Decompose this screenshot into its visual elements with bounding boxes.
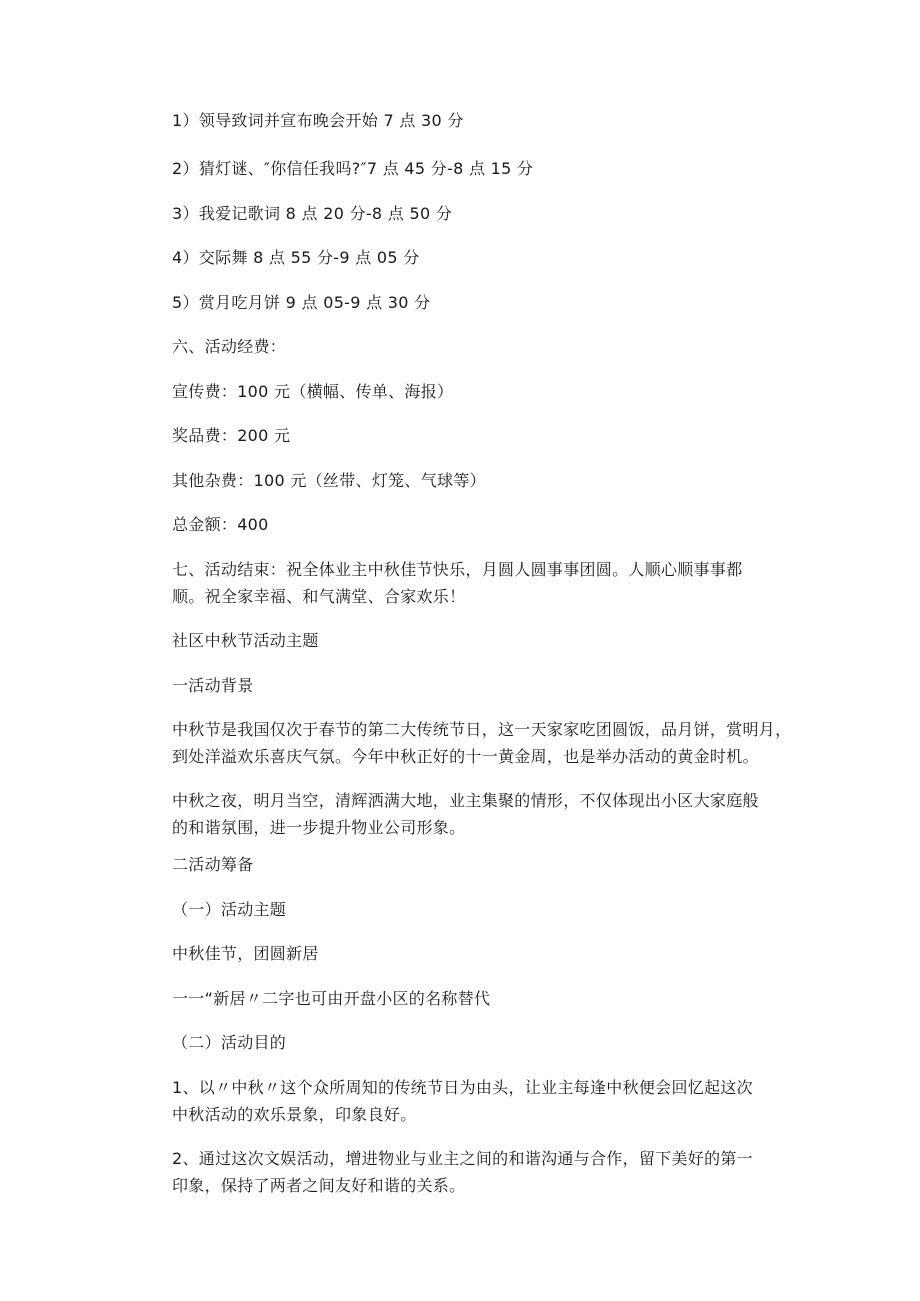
background-para1-line2: 到处洋溢欢乐喜庆气氛。今年中秋正好的十一黄金周，也是举办活动的黄金时机。 [172,747,759,766]
budget-item-publicity: 宣传费：100 元（横幅、传单、海报） [172,382,454,401]
background-para2-line1: 中秋之夜，明月当空，清辉洒满大地，业主集聚的情形，不仅体现出小区大家庭般 [172,791,759,810]
closing-line-2: 顺。祝全家幸福、和气满堂、合家欢乐！ [172,587,466,606]
subsection-heading-theme: （一）活动主题 [172,900,287,919]
purpose-2-line1: 2、通过这次文娱活动，增进物业与业主之间的和谐沟通与合作，留下美好的第一 [172,1149,753,1168]
schedule-item-2: 2）猜灯谜、″你信任我吗?″7 点 45 分-8 点 15 分 [172,159,534,178]
budget-heading: 六、活动经费： [172,337,287,356]
purpose-1-line2: 中秋活动的欢乐景象，印象良好。 [172,1105,417,1124]
background-para2-line2: 的和谐氛围，进一步提升物业公司形象。 [172,818,466,837]
subsection-heading-purpose: （二）活动目的 [172,1033,287,1052]
budget-item-misc: 其他杂费：100 元（丝带、灯笼、气球等） [172,471,486,490]
schedule-item-5: 5）赏月吃月饼 9 点 05-9 点 30 分 [172,293,431,312]
purpose-1-line1: 1、以〃中秋〃这个众所周知的传统节日为由头，让业主每逢中秋便会回忆起这次 [172,1078,753,1097]
theme-text: 中秋佳节，团圆新居 [172,944,319,963]
budget-total: 总金额：400 [172,515,269,534]
closing-line-1: 七、活动结束：祝全体业主中秋佳节快乐，月圆人圆事事团圆。人顺心顺事事都 [172,560,743,579]
section-heading-background: 一活动背景 [172,676,254,695]
schedule-item-3: 3）我爱记歌词 8 点 20 分-8 点 50 分 [172,204,453,223]
section-heading-preparation: 二活动筹备 [172,855,254,874]
purpose-2-line2: 印象，保持了两者之间友好和谐的关系。 [172,1176,466,1195]
schedule-item-1: 1）领导致词并宣布晚会开始 7 点 30 分 [172,111,464,130]
section-title: 社区中秋节活动主题 [172,631,319,650]
budget-item-prizes: 奖品费：200 元 [172,426,291,445]
schedule-item-4: 4）交际舞 8 点 55 分-9 点 05 分 [172,248,420,267]
theme-note: 一一“新居〃二字也可由开盘小区的名称替代 [172,989,491,1008]
background-para1-line1: 中秋节是我国仅次于春节的第二大传统节日，这一天家家吃团圆饭，品月饼，赏明月， [172,720,792,739]
